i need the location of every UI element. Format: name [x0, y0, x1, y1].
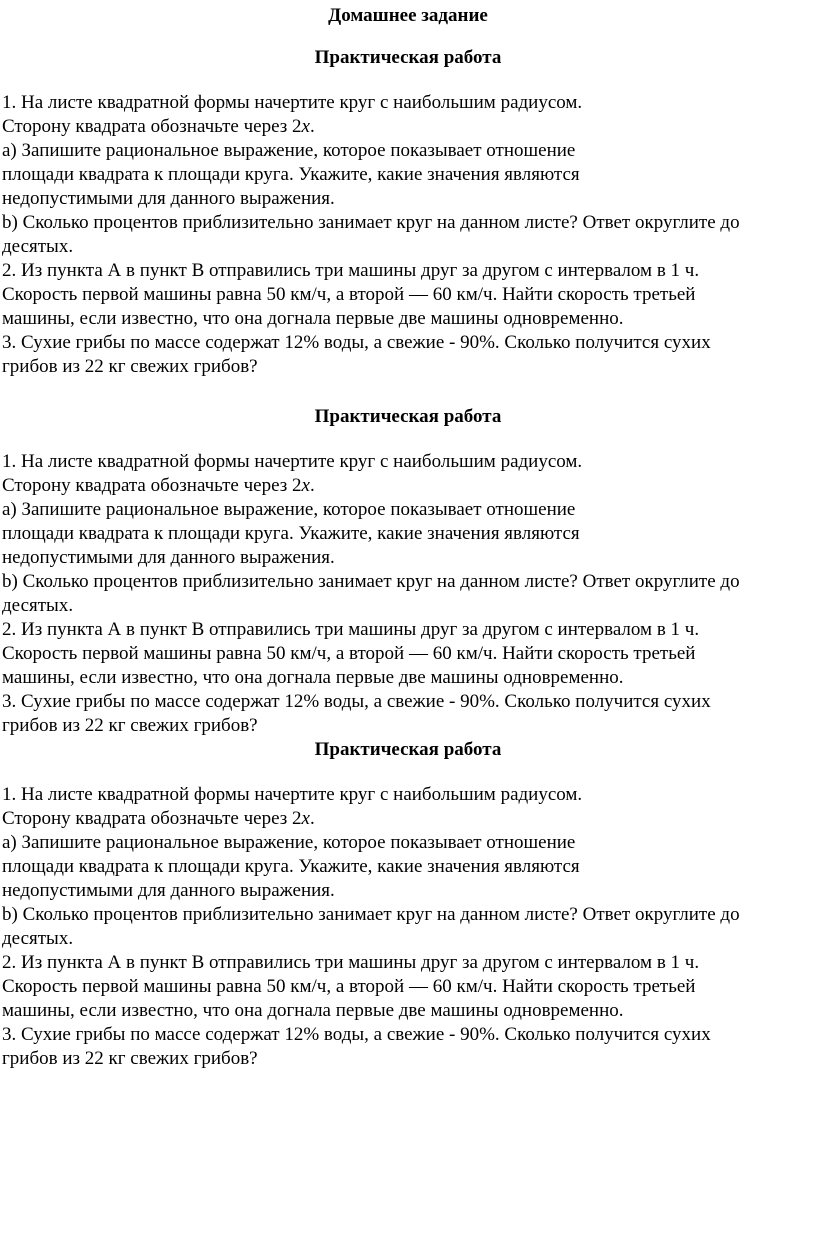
task-line: 3. Сухие грибы по массе содержат 12% воды, а свежие - 90%. Сколько получится сухих: [2, 1024, 711, 1045]
practical-work-section-3: [0, 738, 816, 1071]
task-line: Скорость первой машины равна 50 км/ч, а второй — 60 км/ч. Найти скорость третьей: [2, 976, 696, 997]
task-line: десятых.: [2, 236, 74, 257]
task-line: Сторону квадрата обозначьте через 2x.: [2, 808, 315, 829]
document-title: Домашнее задание: [328, 5, 488, 26]
task-line: Скорость первой машины равна 50 км/ч, а второй — 60 км/ч. Найти скорость третьей: [2, 643, 696, 664]
task-line: десятых.: [2, 595, 74, 616]
task-line: недопустимыми для данного выражения.: [2, 547, 335, 568]
task-line: грибов из 22 кг свежих грибов?: [2, 356, 258, 377]
section-heading: Практическая работа: [314, 406, 502, 427]
task-line: Сторону квадрата обозначьте через 2x.: [2, 475, 315, 496]
section-heading: Практическая работа: [314, 739, 502, 760]
task-line: b) Сколько процентов приблизительно занимает круг на данном листе? Ответ округлите до: [2, 904, 740, 925]
task-line: а) Запишите рациональное выражение, которое показывает отношение: [2, 832, 576, 853]
task-line: площади квадрата к площади круга. Укажите, какие значения являются: [2, 164, 580, 185]
task-line: грибов из 22 кг свежих грибов?: [2, 1048, 258, 1069]
practical-work-section-2: [0, 405, 816, 738]
task-line: Скорость первой машины равна 50 км/ч, а второй — 60 км/ч. Найти скорость третьей: [2, 284, 696, 305]
task-line: b) Сколько процентов приблизительно занимает круг на данном листе? Ответ округлите до: [2, 212, 740, 233]
task-line: машины, если известно, что она догнала первые две машины одновременно.: [2, 308, 624, 329]
task-line: машины, если известно, что она догнала первые две машины одновременно.: [2, 667, 624, 688]
task-line: десятых.: [2, 928, 74, 949]
task-line: 1. На листе квадратной формы начертите круг с наибольшим радиусом.: [2, 92, 583, 113]
task-line: недопустимыми для данного выражения.: [2, 880, 335, 901]
task-line: 2. Из пункта А в пункт В отправились три машины друг за другом с интервалом в 1 ч.: [2, 619, 700, 640]
task-line: площади квадрата к площади круга. Укажите, какие значения являются: [2, 856, 580, 877]
section-heading: Практическая работа: [314, 47, 502, 68]
task-line: 3. Сухие грибы по массе содержат 12% воды, а свежие - 90%. Сколько получится сухих: [2, 332, 711, 353]
task-line: машины, если известно, что она догнала первые две машины одновременно.: [2, 1000, 624, 1021]
variable-x: x: [301, 116, 310, 137]
task-line: 1. На листе квадратной формы начертите круг с наибольшим радиусом.: [2, 784, 583, 805]
task-line: 3. Сухие грибы по массе содержат 12% воды, а свежие - 90%. Сколько получится сухих: [2, 691, 711, 712]
practical-work-section-1: [0, 46, 816, 379]
task-line: b) Сколько процентов приблизительно занимает круг на данном листе? Ответ округлите до: [2, 571, 740, 592]
task-line: Сторону квадрата обозначьте через 2x.: [2, 116, 315, 137]
task-line: 2. Из пункта А в пункт В отправились три машины друг за другом с интервалом в 1 ч.: [2, 952, 700, 973]
variable-x: x: [301, 475, 310, 496]
task-line: недопустимыми для данного выражения.: [2, 188, 335, 209]
task-line: 1. На листе квадратной формы начертите круг с наибольшим радиусом.: [2, 451, 583, 472]
task-line: а) Запишите рациональное выражение, которое показывает отношение: [2, 140, 576, 161]
task-line: грибов из 22 кг свежих грибов?: [2, 715, 258, 736]
task-line: площади квадрата к площади круга. Укажите, какие значения являются: [2, 523, 580, 544]
variable-x: x: [301, 808, 310, 829]
task-line: а) Запишите рациональное выражение, которое показывает отношение: [2, 499, 576, 520]
task-line: 2. Из пункта А в пункт В отправились три машины друг за другом с интервалом в 1 ч.: [2, 260, 700, 281]
